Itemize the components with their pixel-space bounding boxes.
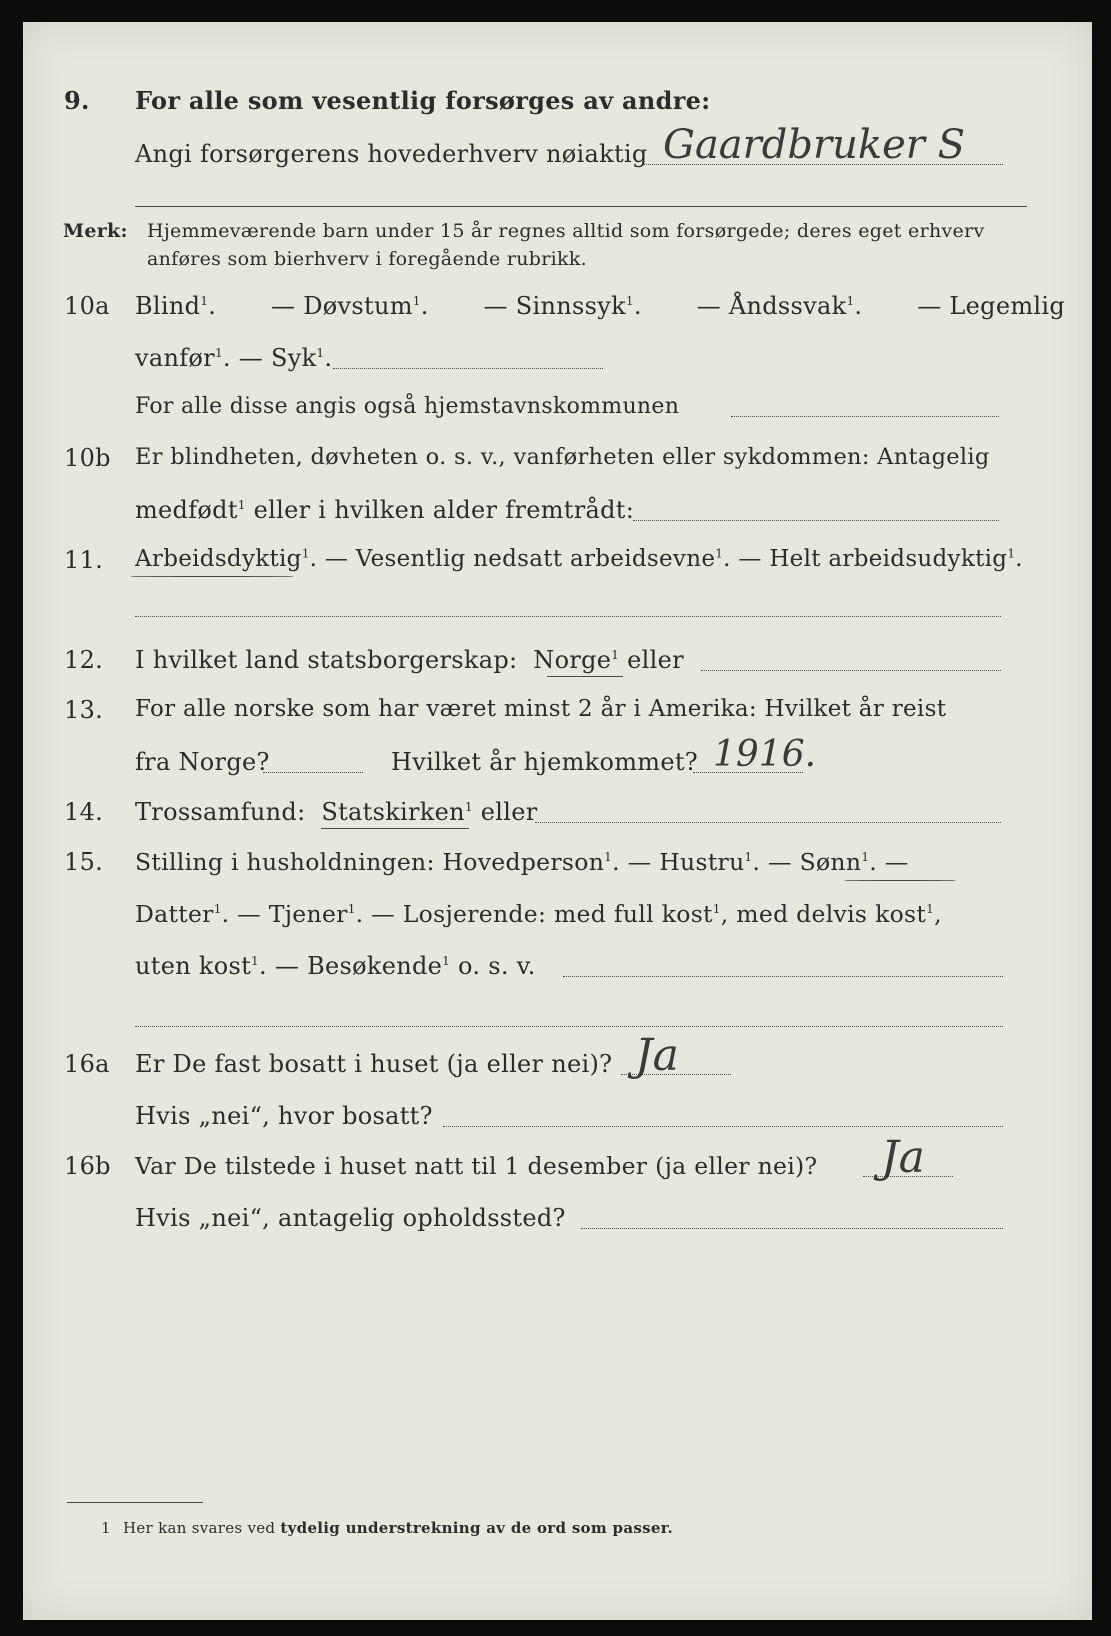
option-blind: Blind$^1$. [135,292,217,320]
option-legemlig: — Legemlig [917,292,1065,320]
q13-text: For alle norske som har været minst 2 år i Amerika: Hvilket år reist [135,696,947,722]
option-norge: Norge [533,646,612,674]
divider [135,206,1027,207]
merk-text-2: anføres som bierhverv i foregående rubrikk. [147,248,587,270]
q16a-number: 16a [64,1050,110,1078]
q13-number: 13. [64,696,104,724]
q12-text: I hvilket land statsborgerskap: Norge$^1$ eller [135,646,684,674]
q16b-opholdssted-line [581,1228,1003,1229]
q15-number: 15. [64,848,104,876]
q16a-hvor-line [443,1126,1003,1127]
q10b-text: Er blindheten, døvheten o. s. v., vanførheten eller sykdommen: Antagelig [135,444,990,470]
option-sonn: — Sønn [768,848,862,876]
q9-number: 9. [64,86,90,115]
merk-text-1: Hjemmeværende barn under 15 år regnes alltid som forsørgede; deres eget erhverv [147,220,985,242]
q12-number: 12. [64,646,104,674]
q13-reist-line [263,772,363,773]
q9-prompt: Angi forsørgerens hovederhverv nøiaktig [135,140,648,168]
option-vanfor-syk: vanfør$^1$. — Syk$^1$. [135,344,333,372]
q13-hjemkommet: Hvilket år hjemkommet? [391,748,698,776]
footnote-mark: 1 [101,1519,111,1537]
q10b-medfodt: medfødt$^1$ eller i hvilken alder fremtrådt: [135,496,635,524]
q16a-answer: Ja [635,1030,679,1081]
q14-number: 14. [64,798,104,826]
q10a-options [135,292,1065,320]
q16b-text: Var De tilstede i huset natt til 1 desember (ja eller nei)? [135,1152,818,1180]
q16b-opholdssted: Hvis „nei“, antagelig opholdssted? [135,1204,566,1232]
footnote-text: Her kan svares ved tydelig understrekning av de ord som passer. [123,1519,674,1537]
option-statskirken: Statskirken [321,798,465,826]
q11-number: 11. [64,546,104,574]
q10a-hjemstavn-line [731,416,999,417]
arbeidsdyktig-underline [131,576,293,577]
q10b-number: 10b [64,444,111,472]
sonn-underline [845,880,955,881]
q10a-number: 10a [64,292,110,320]
q11-options: Arbeidsdyktig$^1$. — Vesentlig nedsatt arbeidsevne$^1$. — Helt arbeidsudyktig$^1$. [135,546,1023,572]
q15-line-1: Stilling i husholdningen: Hovedperson$^1$. — Hustru$^1$. — Sønn$^1$. — [135,848,909,876]
q10a-hjemstavn: For alle disse angis også hjemstavnskommunen [135,394,680,419]
option-andssvak: — Åndssvak$^1$. [696,292,863,320]
q15-line-2: Datter$^1$. — Tjener$^1$. — Losjerende: med full kost$^1$, med delvis kost$^1$, [135,900,942,928]
statskirken-underline [321,828,469,829]
census-form-page [23,22,1092,1620]
q16b-answer: Ja [881,1132,925,1183]
option-arbeidsdyktig: Arbeidsdyktig [135,546,302,572]
q15-line-3: uten kost$^1$. — Besøkende$^1$ o. s. v. [135,952,536,980]
option-dovstum: — Døvstum$^1$. [271,292,429,320]
norge-underline [547,676,623,677]
merk-label: Merk: [63,220,128,242]
q16a-hvor: Hvis „nei“, hvor bosatt? [135,1102,433,1130]
q14-text: Trossamfund: Statskirken$^1$ eller [135,798,538,826]
footnote-rule [67,1502,203,1503]
q15-answer-line [563,976,1003,977]
q13-fra-norge: fra Norge? [135,748,270,776]
q16b-number: 16b [64,1152,111,1180]
q9-heading: For alle som vesentlig forsørges av andre: [135,86,711,115]
option-sinnssyk: — Sinnssyk$^1$. [483,292,642,320]
q11-answer-line [135,616,1001,617]
q14-answer-line [535,822,1001,823]
q10b-answer-line [633,520,999,521]
q13-answer: 1916. [713,734,817,775]
q10a-syk-line [333,368,603,369]
q12-answer-line [701,670,1001,671]
q16a-text: Er De fast bosatt i huset (ja eller nei)? [135,1050,613,1078]
q9-answer: Gaardbruker S [663,122,966,168]
q15-extra-line [135,1026,1003,1027]
